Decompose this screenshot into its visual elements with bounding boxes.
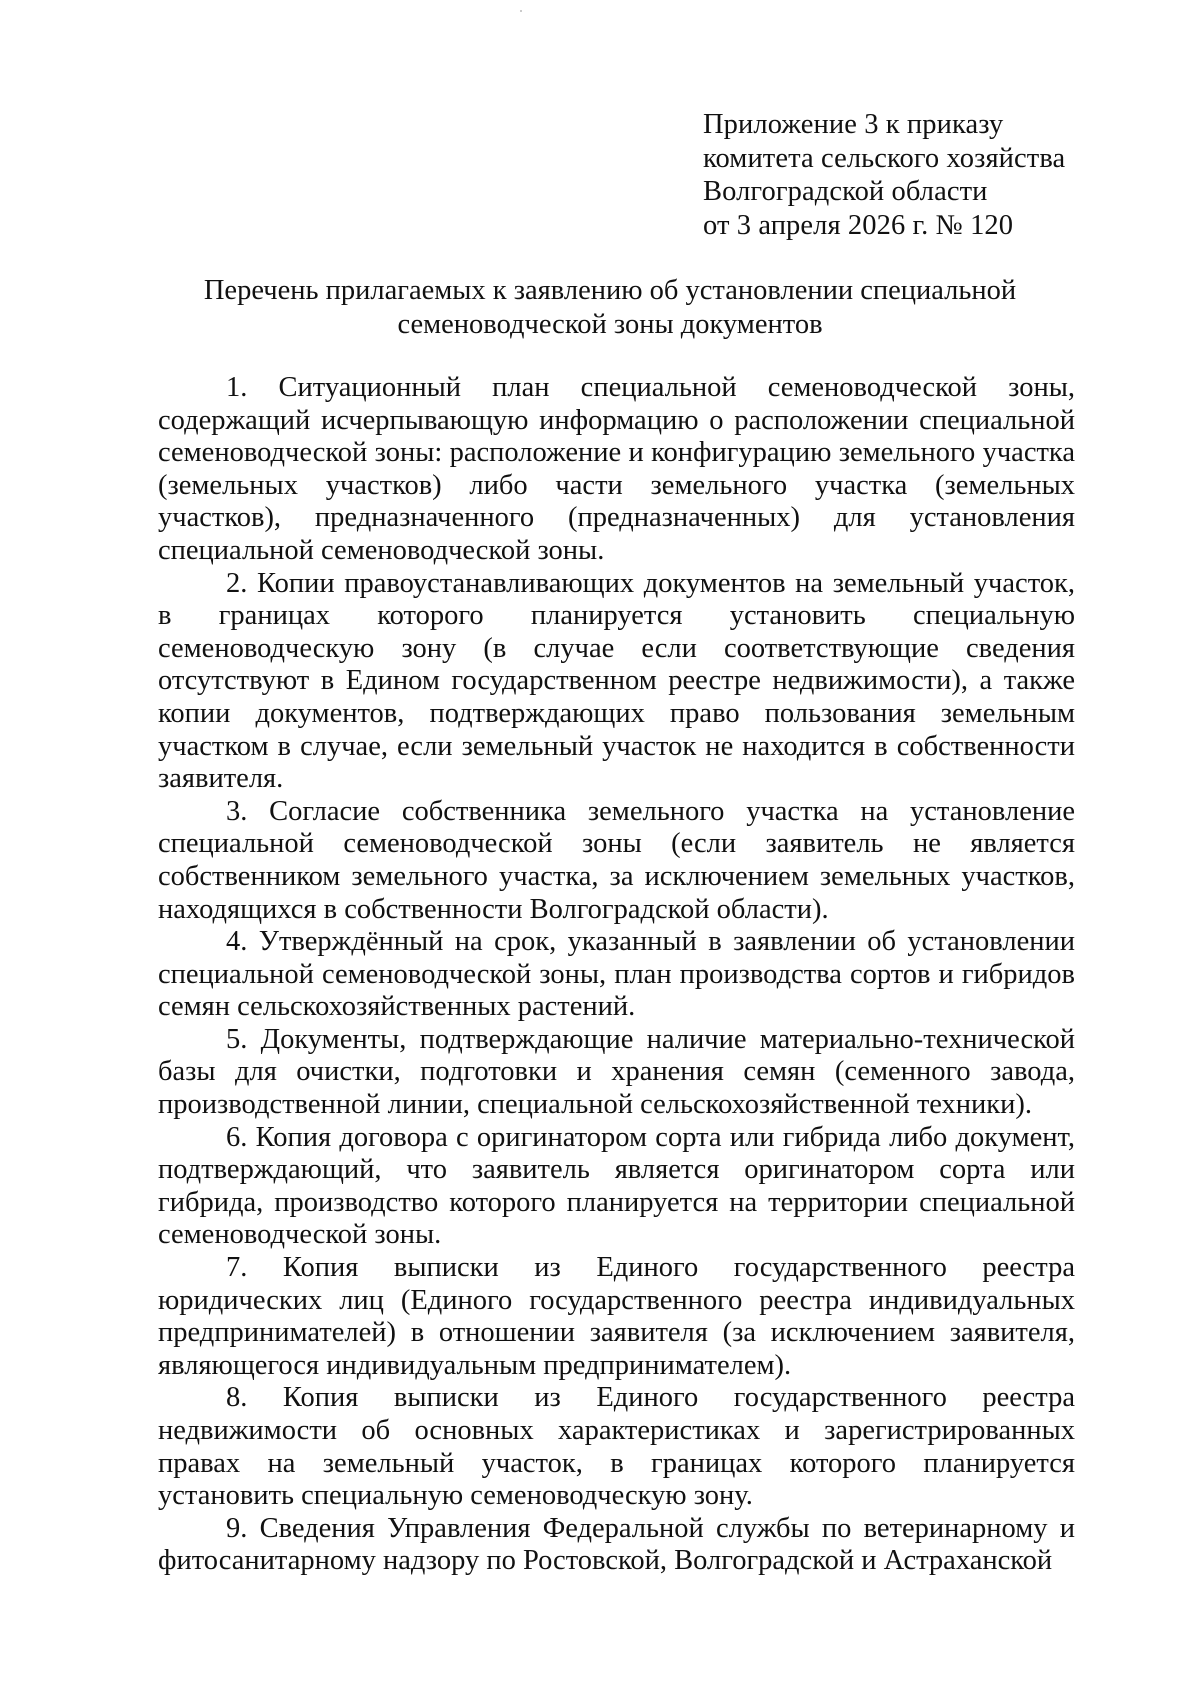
document-list: [158, 372, 1075, 1578]
title-line: семеноводческой зоны документов: [397, 308, 823, 340]
list-item: 3. Согласие собственника земельного участка на установление специальной семеноводческой зоны (если заявитель не является собственником земельного участка, за исключением земельных участков, находящихся в собственности Волгоградской области).: [158, 795, 1075, 925]
document-title: [160, 274, 1060, 341]
appendix-line: Приложение 3 к приказу: [703, 109, 1004, 140]
list-item: 4. Утверждённый на срок, указанный в заявлении об установлении специальной семеноводческой зоны, план производства сортов и гибридов семян сельскохозяйственных растений.: [158, 926, 1075, 1023]
list-item: 7. Копия выписки из Единого государственного реестра юридических лиц (Единого государственного реестра индивидуальных предпринимателей) в отношении заявителя (за исключением заявителя, являющегося индивидуальным предпринимателем).: [158, 1252, 1075, 1381]
appendix-header: [703, 108, 1065, 242]
list-item: 6. Копия договора с оригинатором сорта или гибрида либо документ, подтверждающий, что заявитель является оригинатором сорта или гибрида, производство которого планируется на территории специальной семеноводческой зоны.: [158, 1121, 1075, 1251]
appendix-line: от 3 апреля 2026 г. № 120: [703, 209, 1014, 241]
list-item: 8. Копия выписки из Единого государственного реестра недвижимости об основных характеристиках и зарегистрированных правах на земельный участок, в границах которого планируется установить специальную семеноводческую зону.: [158, 1382, 1075, 1512]
appendix-line: комитета сельского хозяйства: [703, 142, 1066, 174]
scan-speck: [520, 10, 522, 12]
list-item: 2. Копии правоустанавливающих документов на земельный участок, в границах которого планируется установить специальную семеноводческую зону (в случае если соответствующие сведения отсутствуют в Едином государственном реестре недвижимости), а также копии документов, подтверждающих право пользования земельным участком в случае, если земельный участок не находится в собственности заявителя.: [158, 567, 1075, 795]
list-item: 5. Документы, подтверждающие наличие материально-технической базы для очистки, подготовки и хранения семян (семенного завода, производственной линии, специальной сельскохозяйственной техники).: [158, 1023, 1075, 1121]
title-line: Перечень прилагаемых к заявлению об установлении специальной: [203, 275, 1017, 306]
list-item: 1. Ситуационный план специальной семеноводческой зоны, содержащий исчерпывающую информацию о расположении специальной семеноводческой зоны: расположение и конфигурацию земельного участка (земельных участков) либо части земельного участка (земельных участков), предназначенного (предназначенных) для установления специальной семеноводческой зоны.: [158, 372, 1075, 566]
appendix-line: Волгоградской области: [703, 176, 988, 207]
list-item: 9. Сведения Управления Федеральной службы по ветеринарному и фитосанитарному надзору по Ростовской, Волгоградской и Астраханской: [158, 1512, 1075, 1577]
